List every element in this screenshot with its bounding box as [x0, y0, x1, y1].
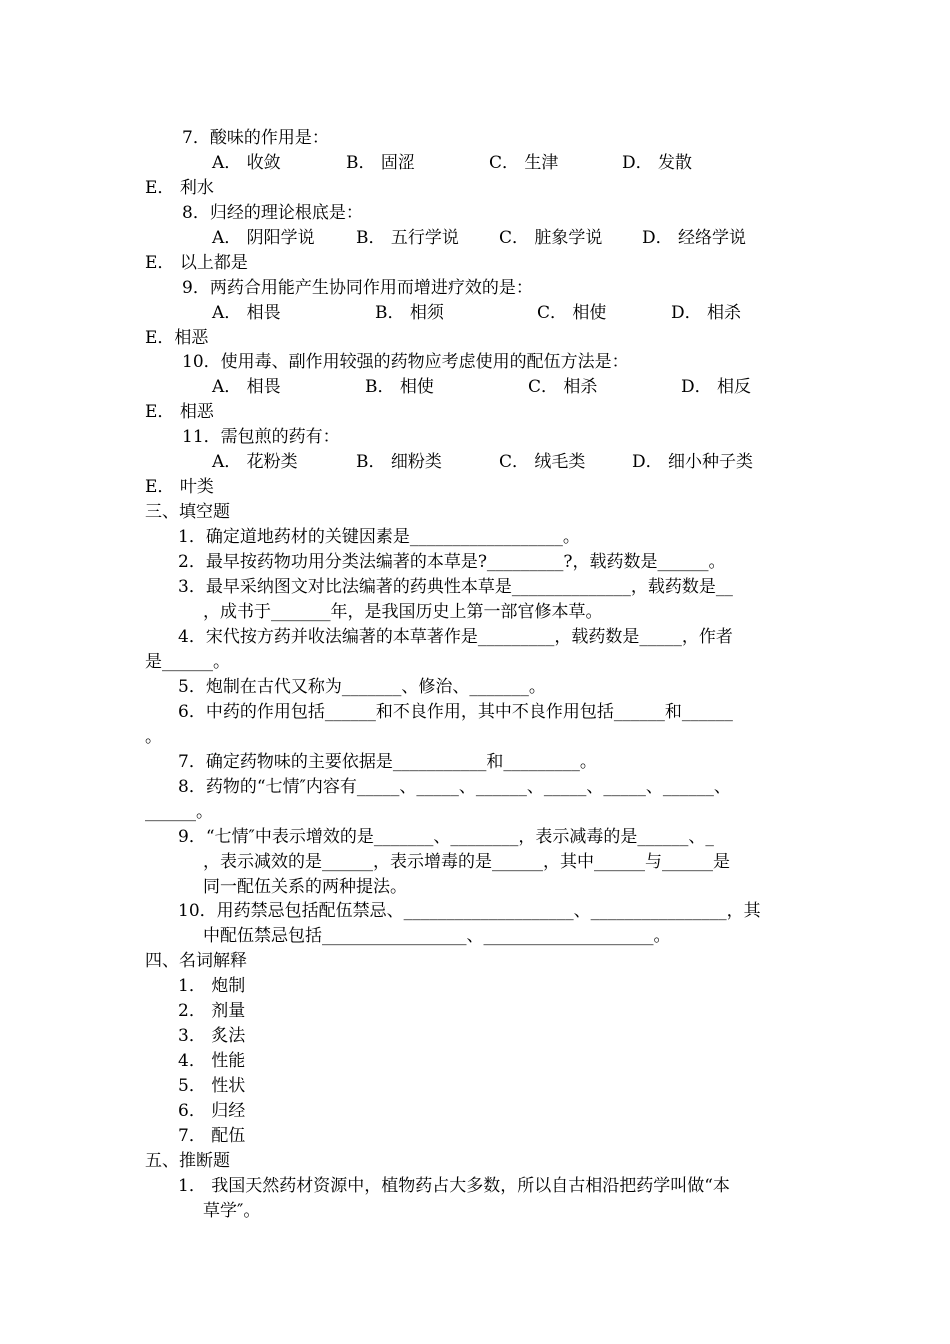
q10-option-c: C． 相杀: [528, 377, 598, 397]
judge-item-1-line2: 草学″。: [203, 1201, 261, 1221]
fill-item-8-line2: ______。: [145, 802, 213, 822]
fill-blank-heading: 三、填空题: [145, 502, 230, 522]
fill-item-6-line1: 6．中药的作用包括______和不良作用，其中不良作用包括______和______: [178, 702, 733, 722]
fill-item-6-line2: 。: [145, 727, 162, 747]
term-item: 6． 归经: [178, 1101, 246, 1121]
q8-option-e: E． 以上都是: [145, 253, 248, 273]
fill-item-9-line3: 同一配伍关系的两种提法。: [203, 877, 407, 897]
q9-option-c: C． 相使: [537, 303, 607, 323]
q9-option-e: E．相恶: [145, 328, 209, 348]
q10-option-d: D． 相反: [681, 377, 752, 397]
judge-heading: 五、推断题: [145, 1151, 230, 1171]
q8-option-b: B． 五行学说: [356, 228, 459, 248]
fill-item-3-line1: 3．最早采纳图文对比法编著的药典性本草是______________，载药数是__: [178, 577, 733, 597]
q11-option-d: D． 细小种子类: [632, 452, 754, 472]
fill-item-3-line2: ，成书于_______年，是我国历史上第一部官修本草。: [203, 602, 603, 622]
fill-item-7: 7．确定药物味的主要依据是___________和_________。: [178, 752, 597, 772]
q7-option-d: D． 发散: [622, 153, 693, 173]
question-11-stem: 11．需包煎的药有：: [182, 427, 340, 447]
q10-option-a: A． 相畏: [212, 377, 281, 397]
q10-option-b: B． 相使: [365, 377, 434, 397]
term-item: 7． 配伍: [178, 1126, 246, 1146]
q7-option-c: C． 生津: [489, 153, 559, 173]
q8-option-c: C． 脏象学说: [499, 228, 603, 248]
q7-option-a: A． 收敛: [212, 153, 281, 173]
fill-item-9-line2: ，表示减效的是______，表示增毒的是______，其中______与______是: [203, 852, 730, 872]
q9-option-a: A． 相畏: [212, 303, 281, 323]
question-9-stem: 9．两药合用能产生协同作用而增进疗效的是：: [182, 278, 533, 298]
terms-heading: 四、名词解释: [145, 951, 247, 971]
q11-option-a: A． 花粉类: [212, 452, 298, 472]
fill-item-1: 1．确定道地药材的关键因素是__________________。: [178, 527, 580, 547]
term-item: 4． 性能: [178, 1051, 246, 1071]
fill-item-10-line1: 10．用药禁忌包括配伍禁忌、____________________、________________，其: [178, 901, 761, 921]
fill-item-2: 2．最早按药物功用分类法编著的本草是?_________?，载药数是______。: [178, 552, 726, 572]
question-10-stem: 10．使用毒、副作用较强的药物应考虑使用的配伍方法是：: [182, 352, 629, 372]
term-item: 1． 炮制: [178, 976, 246, 996]
q7-option-b: B． 固涩: [346, 153, 415, 173]
q7-option-e: E． 利水: [145, 178, 214, 198]
fill-item-9-line1: 9．“七情″中表示增效的是_______、________，表示减毒的是______、_: [178, 827, 714, 847]
fill-item-4-line2: 是______。: [145, 652, 230, 672]
q8-option-d: D． 经络学说: [642, 228, 747, 248]
q11-option-e: E． 叶类: [145, 477, 214, 497]
q11-option-b: B． 细粉类: [356, 452, 442, 472]
fill-item-10-line2: 中配伍禁忌包括_________________、____________________。: [203, 926, 671, 946]
fill-item-4-line1: 4．宋代按方药并收法编著的本草著作是_________，载药数是_____，作者: [178, 627, 733, 647]
q10-option-e: E． 相恶: [145, 402, 214, 422]
fill-item-8-line1: 8．药物的“七情″内容有_____、_____、______、_____、_____、______、: [178, 777, 731, 797]
term-item: 5． 性状: [178, 1076, 246, 1096]
question-8-stem: 8．归经的理论根底是：: [182, 203, 363, 223]
q9-option-b: B． 相须: [375, 303, 444, 323]
q8-option-a: A． 阴阳学说: [212, 228, 315, 248]
term-item: 2． 剂量: [178, 1001, 246, 1021]
judge-item-1-line1: 1． 我国天然药材资源中，植物药占大多数，所以自古相沿把药学叫做“本: [178, 1176, 730, 1196]
term-item: 3． 炙法: [178, 1026, 246, 1046]
question-7-stem: 7．酸味的作用是：: [182, 128, 329, 148]
fill-item-5: 5．炮制在古代又称为_______、修治、_______。: [178, 677, 546, 697]
q9-option-d: D． 相杀: [671, 303, 742, 323]
q11-option-c: C． 绒毛类: [499, 452, 586, 472]
